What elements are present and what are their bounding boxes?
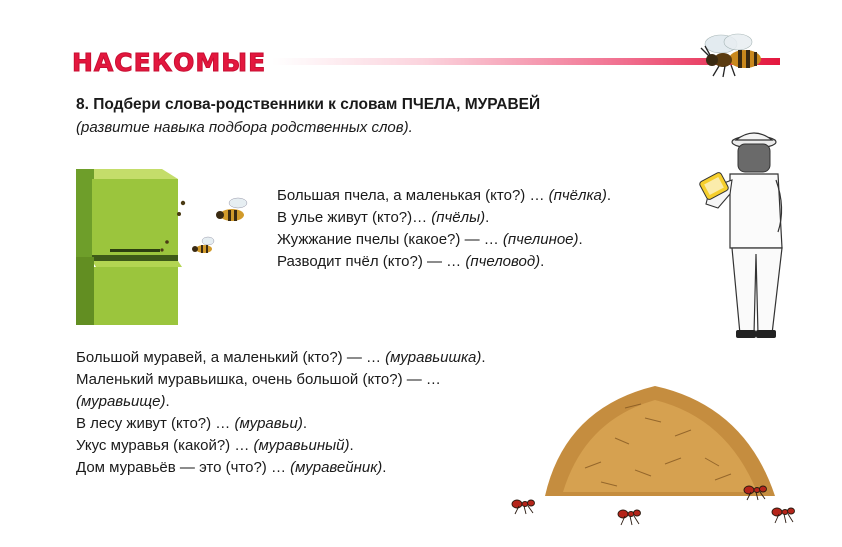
ant-questions [76,347,486,479]
ant-icon [618,510,641,525]
bee-icon [192,237,214,253]
answer: (муравьиный) [253,437,350,454]
question-line: Дом муравьёв — это (что?) … (муравейник). [76,459,387,476]
anthill-illustration [505,378,815,538]
question-line: Жужжание пчелы (какое?) — … (пчелиное). [277,231,583,248]
answer: (пчеловод) [465,253,541,270]
question-line: Большая пчела, а маленькая (кто?) … (пчёлка). [277,187,612,204]
question-line: В лесу живут (кто?) … (муравьи). [76,415,307,432]
question-line: В улье живут (кто?)… (пчёлы). [277,209,490,226]
bee-icon [683,28,783,78]
question-line: Большой муравей, а маленький (кто?) — … (муравьишка). [76,349,486,366]
task-title: 8. Подбери слова-родственники к словам ПЧЕЛА, МУРАВЕЙ [76,96,541,113]
answer: (муравьище) [76,393,166,410]
question-line: Укус муравья (какой?) … (муравьиный). [76,437,354,454]
answer: (пчёлка) [548,187,607,204]
beekeeper-illustration [696,128,796,343]
question-line: (муравьище). [76,393,170,410]
answer: (пчёлы) [431,209,486,226]
answer: (муравьишка) [385,349,482,366]
answer: (муравьи) [234,415,303,432]
task-subtitle: (развитие навыка подбора родственных слов). [76,119,413,136]
bee-questions [277,185,611,273]
question-line: Разводит пчёл (кто?) — … (пчеловод). [277,253,545,270]
ant-icon [512,500,535,514]
answer: (пчелиное) [502,231,579,248]
answer: (муравейник) [290,459,383,476]
bee-icon [216,198,247,221]
question-line: Маленький муравьишка, очень большой (кто?) — … [76,371,441,388]
section-title: НАСЕКОМЫЕ [72,48,267,77]
beehive-illustration [70,165,270,325]
ant-icon [772,508,795,523]
